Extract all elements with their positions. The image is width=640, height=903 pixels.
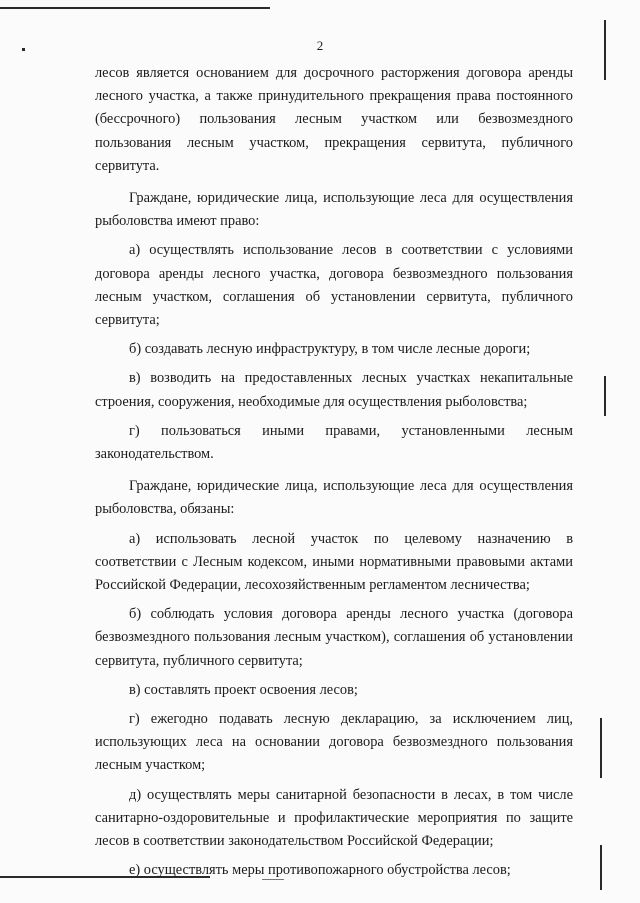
rights-item-b: б) создавать лесную инфраструктуру, в том числе лесные дороги; xyxy=(129,341,531,358)
scan-border-top xyxy=(0,7,270,9)
paragraph-rights-intro: Граждане, юридические лица, использующие леса для осуществления рыболовства имеют право: xyxy=(95,190,573,230)
paragraph-lease-termination: лесов является основанием для досрочного расторжения договора аренды лесного участка, а также принудительного прекращения права постоянного (бессрочного) пользования лесным участком или безвозмездного пользования лесным участком, прекращения сервитута, публичного сервитута. xyxy=(95,65,573,174)
obligations-item-b: б) соблюдать условия договора аренды лесного участка (договора безвозмездного пользования лесным участком), соглашения об установлении сервитута, публичного сервитута; xyxy=(95,606,573,669)
rights-item-g: г) пользоваться иными правами, установленными лесным законодательством. xyxy=(95,422,573,463)
rights-item-a: а) осуществлять использование лесов в соответствии с условиями договора аренды лесного участка, договора безвозмездного пользования лесным участком, соглашения об установлении сервитута, публичного сервитута; xyxy=(95,242,573,329)
paragraph-obligations-intro: Граждане, юридические лица, использующие леса для осуществления рыболовства, обязаны: xyxy=(95,478,573,518)
obligations-item-d: д) осуществлять меры санитарной безопасности в лесах, в том числе санитарно-оздоровительные и профилактические мероприятия по защите лесов в соответствии законодательством Российской Федерации; xyxy=(95,786,573,850)
scan-mark-right-3 xyxy=(600,718,602,778)
scan-mark-right-2 xyxy=(604,376,606,416)
page-number: 2 xyxy=(316,38,324,53)
rights-item-v: в) возводить на предоставленных лесных участках некапитальные строения, сооружения, необходимые для осуществления рыболовства; xyxy=(95,370,573,410)
document-body xyxy=(95,62,573,883)
obligations-item-g: г) ежегодно подавать лесную декларацию, за исключением лиц, использующих леса на основании договора безвозмездного пользования лесным участком; xyxy=(95,711,573,774)
obligations-item-e: е) осуществлять меры противопожарного обустройства лесов; xyxy=(129,862,511,879)
obligations-item-a: а) использовать лесной участок по целевому назначению в соответствии с Лесным кодексом, иными нормативными правовыми актами Российской Федерации, лесохозяйственным регламентом лесничества; xyxy=(95,530,573,594)
scan-mark-right-4 xyxy=(600,845,602,890)
obligations-item-v: в) составлять проект освоения лесов; xyxy=(129,681,358,698)
